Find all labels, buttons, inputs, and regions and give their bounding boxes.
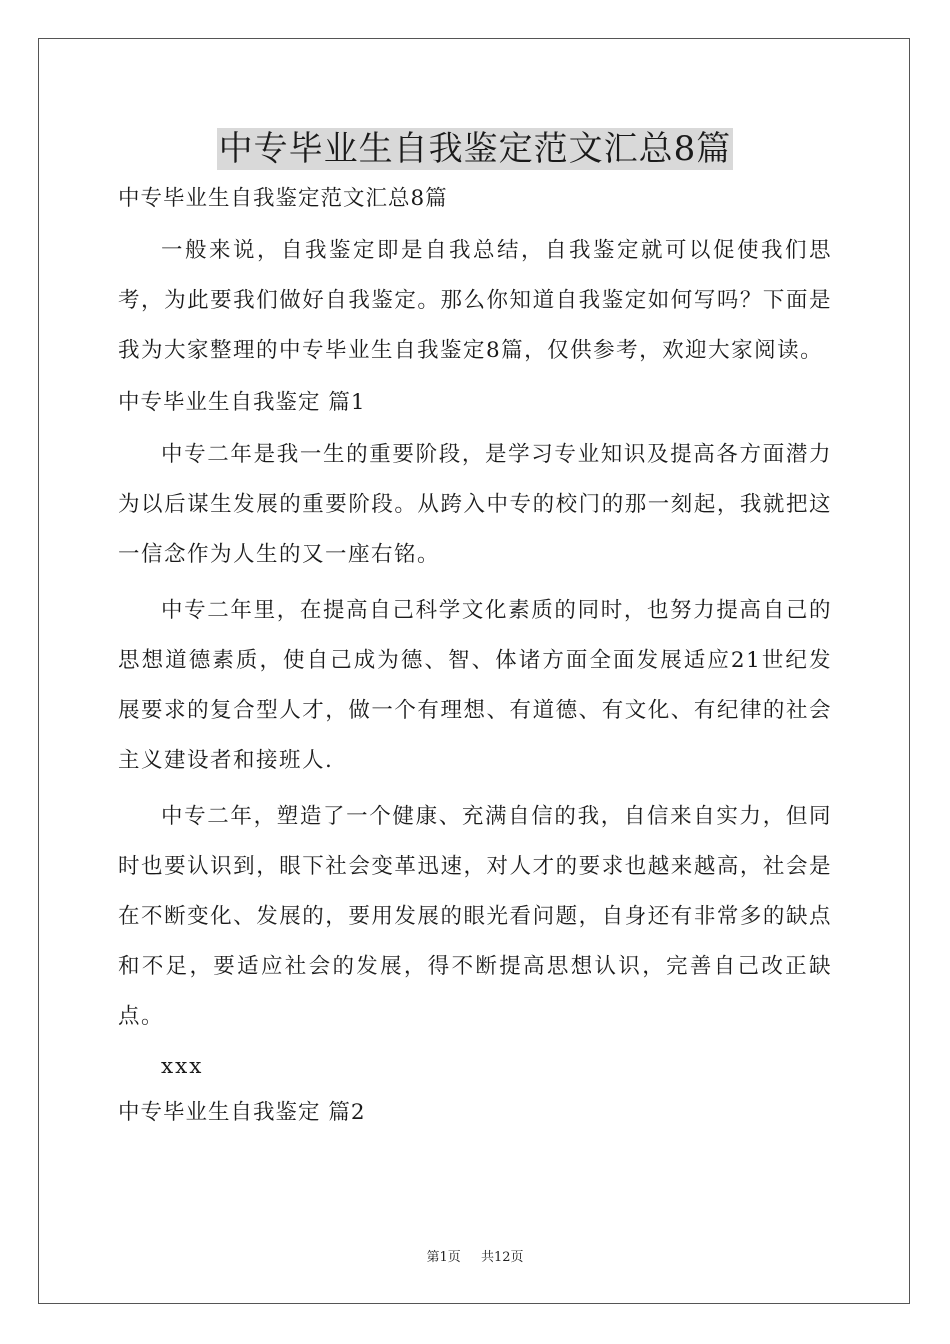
section-heading-2: 中专毕业生自我鉴定 篇2 (118, 1100, 366, 1125)
document-title: 中专毕业生自我鉴定范文汇总8篇 (218, 129, 732, 169)
signature-placeholder: xxx (161, 1054, 204, 1079)
body-paragraph: 中专二年是我一生的重要阶段，是学习专业知识及提高各方面潜力为以后谋生发展的重要阶段。从跨入中专的校门的那一刻起，我就把这一信念作为人生的又一座右铭。 (118, 442, 832, 567)
body-paragraph: 中专二年里，在提高自己科学文化素质的同时，也努力提高自己的思想道德素质，使自己成为德、智、体诸方面全面发展适应21世纪发展要求的复合型人才，做一个有理想、有道德、有文化、有纪律的社会主义建设者和接班人. (118, 598, 832, 773)
page-number: 第1页 (426, 1250, 461, 1265)
page-total: 共12页 (480, 1250, 524, 1265)
section-heading-1: 中专毕业生自我鉴定 篇1 (118, 390, 366, 415)
subtitle-line: 中专毕业生自我鉴定范文汇总8篇 (118, 186, 448, 211)
title-container (0, 128, 950, 170)
body-paragraph: 中专二年，塑造了一个健康、充满自信的我，自信来自实力，但同时也要认识到，眼下社会变革迅速，对人才的要求也越来越高，社会是在不断变化、发展的，要用发展的眼光看问题，自身还有非常多的缺点和不足，要适应社会的发展，得不断提高思想认识，完善自己改正缺点。 (118, 804, 832, 1029)
intro-paragraph: 一般来说，自我鉴定即是自我总结，自我鉴定就可以促使我们思考，为此要我们做好自我鉴定。那么你知道自我鉴定如何写吗？下面是我为大家整理的中专毕业生自我鉴定8篇，仅供参考，欢迎大家阅读。 (118, 238, 832, 363)
document-body (118, 182, 832, 1130)
page-footer (0, 1246, 950, 1265)
